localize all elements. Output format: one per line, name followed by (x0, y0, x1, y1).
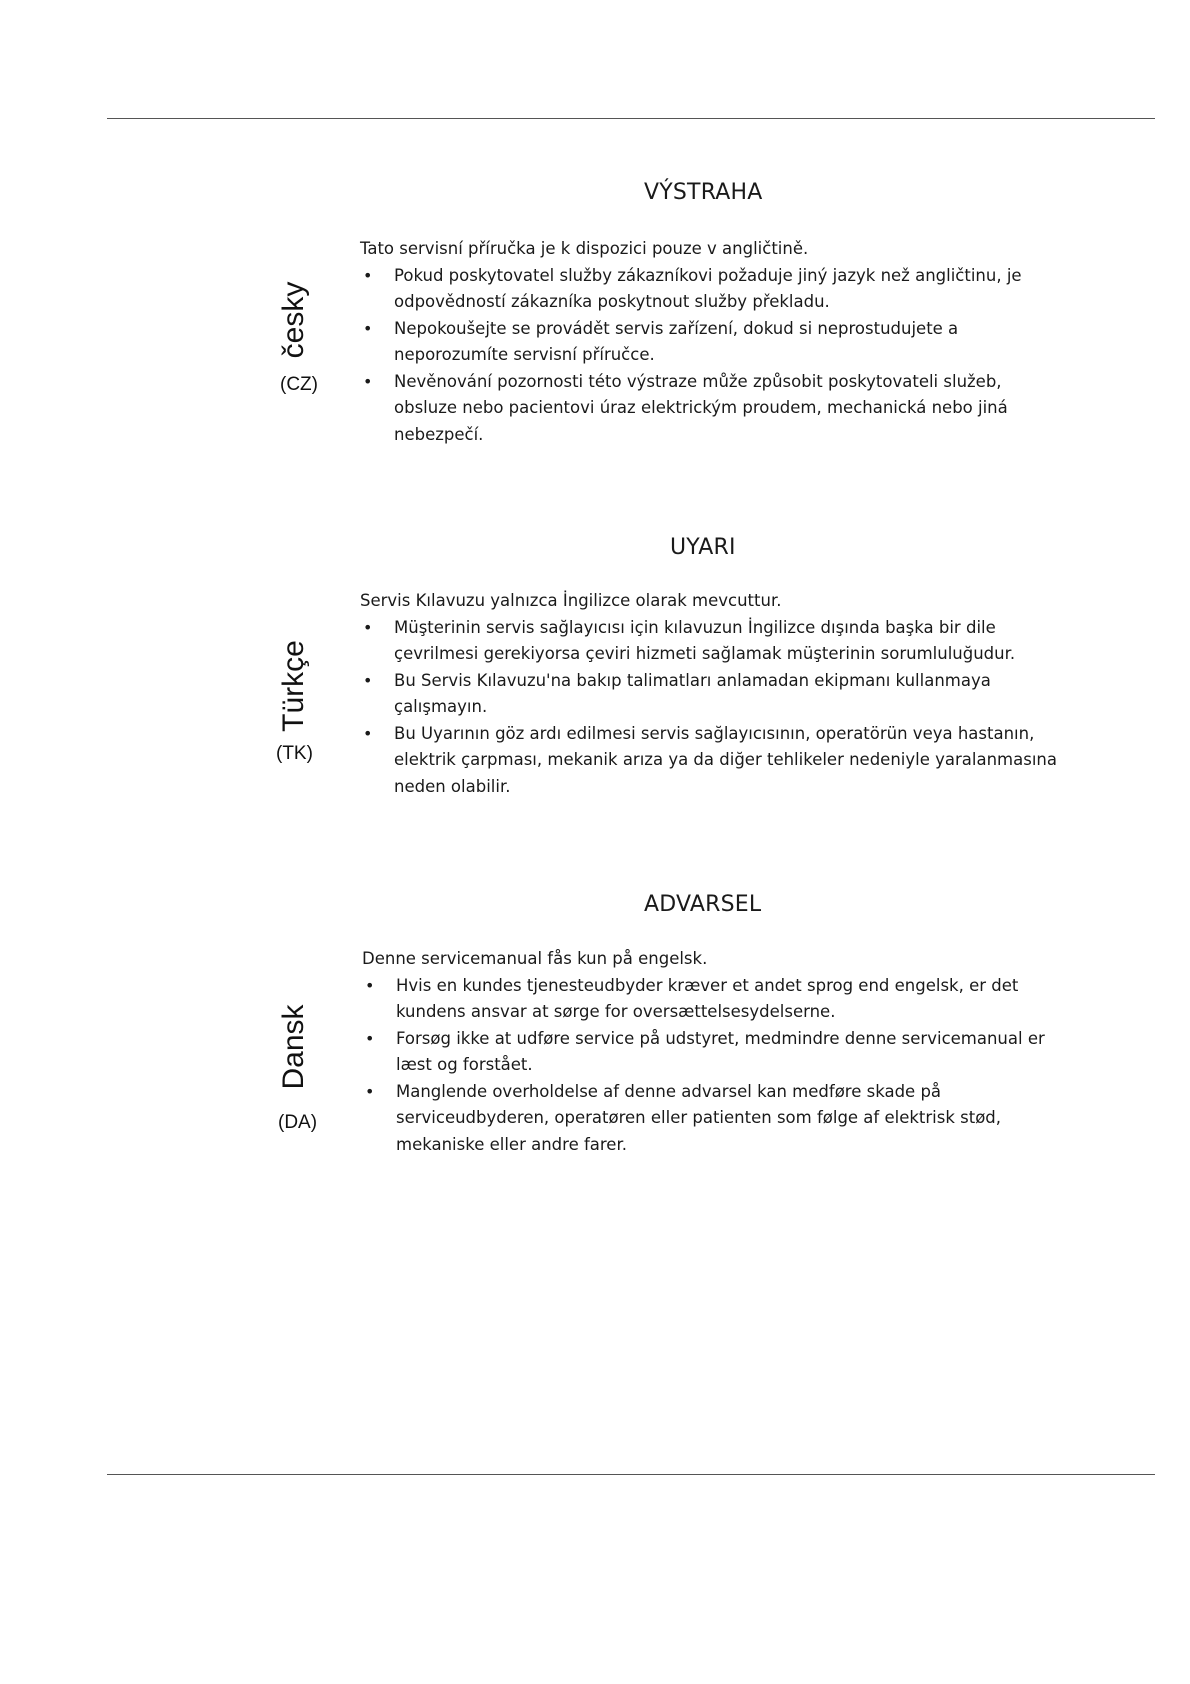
language-name-czech: česky (277, 281, 310, 359)
list-item-text: Hvis en kundes tjenesteudbyder kræver et andet sprog end engelsk, er det kundens ansvar at sørge for oversættelsesydelserne. (396, 975, 1019, 1021)
warning-intro-czech: Tato servisní příručka je k dispozici pouze v angličtině. (360, 239, 809, 258)
list-item (362, 973, 1062, 1026)
warning-list-turkish (360, 615, 1060, 801)
list-item-text: Manglende overholdelse af denne advarsel kan medføre skade på serviceudbyderen, operatøren eller patienten som følge af elektrisk stød, mekaniske eller andre farer. (396, 1081, 1002, 1154)
top-divider-line (107, 118, 1155, 119)
list-item (360, 615, 1060, 668)
bullet-icon: • (365, 1081, 375, 1101)
warning-list-czech (360, 263, 1060, 449)
language-code-danish: (DA) (278, 1112, 318, 1133)
list-item (360, 721, 1060, 801)
list-item-text: Bu Uyarının göz ardı edilmesi servis sağlayıcısının, operatörün veya hastanın, elektrik çarpması, mekanik arıza ya da diğer tehlikeler nedeniyle yaralanmasına neden olabilir. (394, 723, 1057, 796)
bottom-divider-line (107, 1474, 1155, 1475)
language-name-danish: Dansk (277, 1004, 310, 1090)
language-name-turkish: Türkçe (277, 640, 310, 732)
warning-heading-turkish: UYARI (670, 535, 736, 560)
bullet-icon: • (363, 723, 373, 743)
list-item-text: Pokud poskytovatel služby zákazníkovi požaduje jiný jazyk než angličtinu, je odpovědností zákazníka poskytnout služby překladu. (394, 265, 1022, 311)
bullet-icon: • (363, 371, 373, 391)
bullet-icon: • (363, 318, 373, 338)
warning-intro-danish: Denne servicemanual fås kun på engelsk. (362, 949, 708, 968)
list-item-text: Forsøg ikke at udføre service på udstyret, medmindre denne servicemanual er læst og forstået. (396, 1028, 1045, 1074)
warning-list-danish (362, 973, 1062, 1159)
list-item (362, 1026, 1062, 1079)
bullet-icon: • (363, 617, 373, 637)
list-item (360, 668, 1060, 721)
warning-heading-danish: ADVARSEL (644, 892, 762, 917)
list-item (360, 316, 1060, 369)
list-item-text: Müşterinin servis sağlayıcısı için kılavuzun İngilizce dışında başka bir dile çevrilmesi gerekiyorsa çeviri hizmeti sağlamak müşterinin sorumluluğudur. (394, 617, 1016, 663)
bullet-icon: • (365, 975, 375, 995)
list-item-text: Bu Servis Kılavuzu'na bakıp talimatları anlamadan ekipmanı kullanmaya çalışmayın. (394, 670, 991, 716)
list-item-text: Nepokoušejte se provádět servis zařízení, dokud si neprostudujete a neporozumíte servisní příručce. (394, 318, 959, 364)
warning-body-turkish (360, 588, 1060, 800)
list-item (360, 263, 1060, 316)
bullet-icon: • (363, 265, 373, 285)
language-code-turkish: (TK) (276, 743, 313, 764)
bullet-icon: • (363, 670, 373, 690)
warning-heading-czech: VÝSTRAHA (644, 180, 763, 205)
warning-body-danish (362, 946, 1062, 1158)
language-code-czech: (CZ) (280, 374, 318, 395)
list-item-text: Nevěnování pozornosti této výstraze může způsobit poskytovateli služeb, obsluze nebo pacientovi úraz elektrickým proudem, mechanická nebo jiná nebezpečí. (394, 371, 1008, 444)
warning-intro-turkish: Servis Kılavuzu yalnızca İngilizce olarak mevcuttur. (360, 591, 782, 610)
list-item (362, 1079, 1062, 1159)
warning-body-czech (360, 236, 1060, 448)
list-item (360, 369, 1060, 449)
bullet-icon: • (365, 1028, 375, 1048)
